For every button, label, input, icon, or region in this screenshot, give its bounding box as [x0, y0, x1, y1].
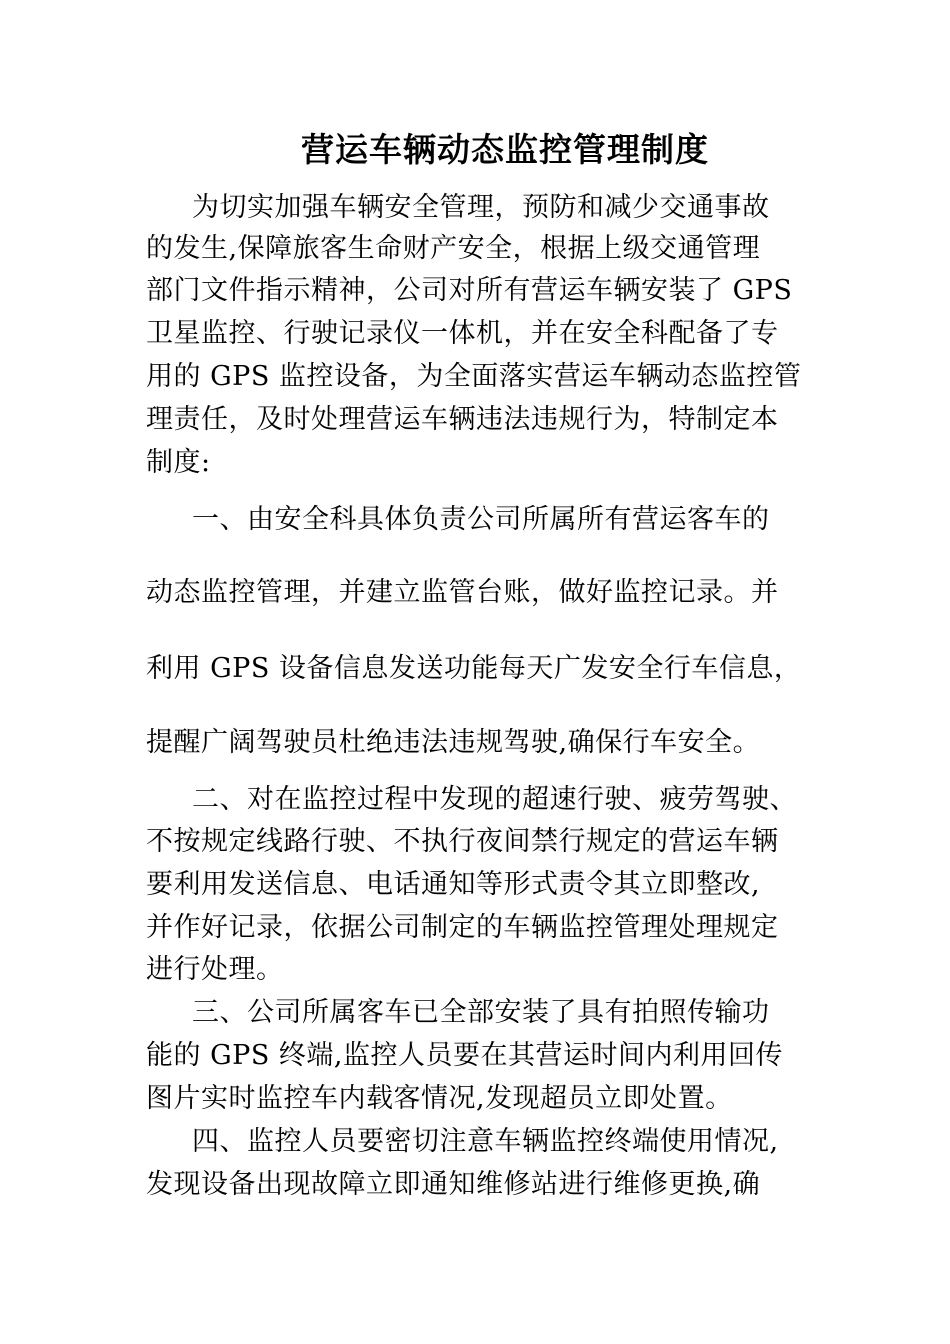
text-line-14: 要利用发送信息、电话通知等形式责令其立即整改,: [146, 869, 761, 900]
text-line-4: 卫星监控、行驶记录仪一体机，并在安全科配备了专: [146, 318, 779, 349]
text-line-6: 理责任，及时处理营运车辆违法违规行为，特制定本: [146, 404, 779, 435]
text-line-13: 不按规定线路行驶、不执行夜间禁行规定的营运车辆: [146, 826, 779, 857]
text-line-18: 能的 GPS 终端,监控人员要在其营运时间内利用回传: [146, 1040, 783, 1071]
text-line-17: 三、公司所属客车已全部安装了具有拍照传输功: [192, 997, 770, 1028]
text-line-3: 部门文件指示精神，公司对所有营运车辆安装了 GPS: [146, 275, 793, 306]
text-line-20: 四、监控人员要密切注意车辆监控终端使用情况,: [192, 1126, 779, 1157]
text-line-19: 图片实时监控车内载客情况,发现超员立即处置。: [146, 1083, 733, 1114]
text-line-10: 利用 GPS 设备信息发送功能每天广发安全行车信息，: [146, 653, 802, 684]
text-line-16: 进行处理。: [146, 954, 284, 985]
text-line-21: 发现设备出现故障立即通知维修站进行维修更换,确: [146, 1169, 761, 1200]
text-line-9: 动态监控管理，并建立监管台账，做好监控记录。并: [146, 577, 779, 608]
text-line-7: 制度:: [146, 447, 211, 478]
text-line-8: 一、由安全科具体负责公司所属所有营运客车的: [192, 504, 770, 535]
text-line-11: 提醒广阔驾驶员杜绝违法违规驾驶,确保行车安全。: [146, 727, 761, 758]
text-line-5: 用的 GPS 监控设备，为全面落实营运车辆动态监控管: [146, 361, 802, 392]
document-title: 营运车辆动态监控管理制度: [301, 130, 709, 169]
text-line-12: 二、对在监控过程中发现的超速行驶、疲劳驾驶、: [192, 784, 797, 815]
text-line-1: 为切实加强车辆安全管理，预防和减少交通事故: [192, 192, 770, 223]
text-line-15: 并作好记录，依据公司制定的车辆监控管理处理规定: [146, 912, 779, 943]
text-line-2: 的发生,保障旅客生命财产安全，根据上级交通管理: [146, 233, 761, 264]
